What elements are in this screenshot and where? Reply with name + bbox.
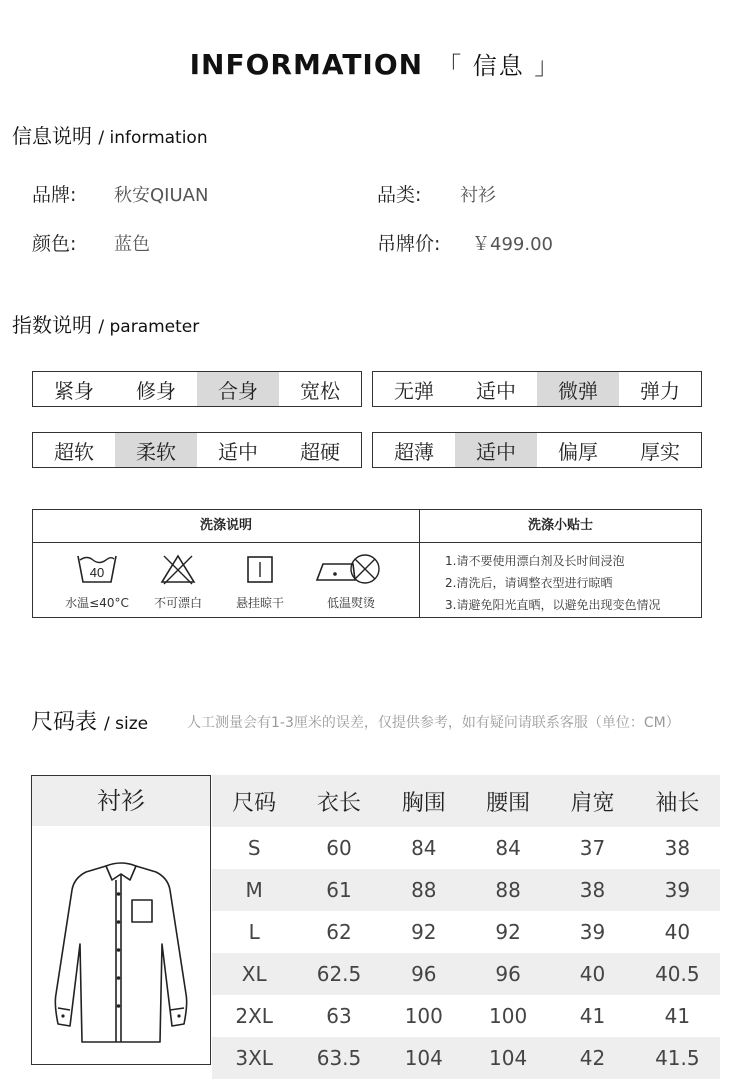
table-row — [212, 827, 720, 869]
wash-icon-label-0: 水温≤40°C — [65, 596, 129, 610]
table-cell: 3XL — [212, 1037, 296, 1079]
hang-dry-item — [225, 552, 295, 611]
info-section-title-cn: 信息说明 — [12, 124, 92, 148]
table-cell: XL — [212, 953, 296, 995]
fit-scale — [32, 371, 362, 407]
table-cell: S — [247, 836, 261, 860]
table-cell: 92 — [495, 920, 521, 944]
scale-option: 弹力 — [640, 378, 680, 403]
param-section-title-cn: 指数说明 — [12, 313, 92, 337]
table-cell: 63 — [326, 1004, 352, 1028]
hang-dry-icon — [240, 552, 280, 586]
table-cell: 37 — [579, 836, 606, 860]
scale-option: 适中 — [455, 433, 537, 467]
table-cell: 38 — [550, 869, 634, 911]
table-cell: 88 — [466, 869, 550, 911]
size-section-title — [31, 705, 148, 736]
table-cell: 40 — [550, 953, 634, 995]
table-row — [212, 911, 720, 953]
scale-option: 偏厚 — [558, 439, 598, 464]
scale-option: 超硬 — [300, 439, 340, 464]
no-bleach-icon — [158, 552, 198, 586]
param-section-subtitle: / parameter — [98, 317, 200, 337]
wash-tip-3: 3.请避免阳光直晒，以避免出现变色情况 — [445, 598, 661, 612]
table-cell: 100 — [404, 1004, 443, 1028]
size-note: 人工测量会有1-3厘米的误差，仅提供参考，如有疑问请联系客服（单位：CM） — [187, 715, 680, 731]
scale-option: 合身 — [197, 372, 279, 406]
header-waist: 腰围 — [466, 775, 550, 827]
header-chest: 胸围 — [382, 775, 466, 827]
table-cell: 84 — [495, 836, 521, 860]
table-cell: 40 — [664, 920, 691, 944]
scale-option: 宽松 — [300, 378, 340, 403]
shirt-illustration-box — [31, 775, 211, 1065]
low-iron-item — [315, 552, 387, 611]
size-table-header — [212, 775, 720, 827]
table-cell: 61 — [296, 869, 381, 911]
header-size: 尺码 — [212, 775, 296, 827]
table-cell: 41 — [664, 1004, 691, 1028]
scale-option: 柔软 — [115, 433, 197, 467]
page-title — [0, 46, 750, 81]
info-section-subtitle: / information — [98, 128, 208, 148]
table-cell: 104 — [466, 1037, 550, 1079]
table-row — [212, 869, 720, 911]
table-cell: 62 — [326, 920, 352, 944]
price-value: ￥499.00 — [472, 234, 553, 255]
table-cell: M — [212, 869, 296, 911]
param-section-title — [12, 309, 199, 338]
table-row — [212, 1037, 720, 1079]
wash-40-icon — [76, 552, 118, 586]
table-cell: 41 — [579, 1004, 606, 1028]
table-cell: 92 — [411, 920, 437, 944]
scale-option: 厚实 — [640, 439, 680, 464]
thickness-scale — [372, 432, 702, 468]
elasticity-scale — [372, 371, 702, 407]
size-section-title-cn: 尺码表 — [31, 710, 98, 735]
low-iron-icon — [315, 552, 387, 586]
table-row — [212, 953, 720, 995]
table-cell: 40.5 — [635, 953, 720, 995]
table-cell: 100 — [489, 1004, 528, 1028]
wash-title: 洗涤说明 — [33, 510, 419, 543]
no-bleach-item — [145, 552, 211, 611]
title-en: INFORMATION — [189, 48, 424, 81]
wash-40-item — [61, 552, 133, 611]
wash-icon-label-2: 悬挂晾干 — [235, 596, 284, 610]
scale-option: 超软 — [54, 439, 94, 464]
wash-tip-1: 1.请不要使用漂白剂及长时间浸泡 — [445, 554, 625, 568]
wash-icon-label-1: 不可漂白 — [153, 596, 202, 610]
wash-divider — [419, 510, 420, 617]
table-cell: 38 — [664, 836, 691, 860]
table-cell: 39 — [579, 920, 606, 944]
scale-option: 微弹 — [537, 372, 619, 406]
size-section-subtitle: / size — [104, 714, 149, 734]
table-cell: 96 — [466, 953, 550, 995]
table-row — [212, 995, 720, 1037]
table-cell: 62.5 — [296, 953, 381, 995]
header-length: 衣长 — [296, 775, 381, 827]
brand-value: 秋安QIUAN — [114, 185, 209, 206]
table-cell: 104 — [382, 1037, 466, 1079]
header-shoulder: 肩宽 — [550, 775, 634, 827]
table-cell: 2XL — [235, 1004, 273, 1028]
wash-tip-2: 2.清洗后，请调整衣型进行晾晒 — [445, 576, 613, 590]
table-cell: 96 — [382, 953, 466, 995]
table-cell: 88 — [382, 869, 466, 911]
scale-option: 适中 — [218, 439, 258, 464]
title-cn: 「 信息 」 — [437, 52, 561, 80]
wash-icon-label-3: 低温熨烫 — [326, 596, 375, 610]
brand-label: 品牌: — [32, 184, 77, 206]
scale-option: 超薄 — [394, 439, 434, 464]
table-cell: 42 — [550, 1037, 634, 1079]
header-sleeve: 袖长 — [635, 775, 720, 827]
table-cell: 60 — [326, 836, 352, 860]
scale-option: 无弹 — [394, 378, 434, 403]
info-section-title — [12, 120, 208, 149]
size-table — [212, 775, 720, 1079]
wash-temp: 40 — [89, 565, 105, 580]
shirt-icon — [46, 854, 196, 1054]
product-name: 衬衫 — [32, 776, 210, 826]
table-cell: 41.5 — [635, 1037, 720, 1079]
color-value: 蓝色 — [114, 234, 150, 255]
scale-option: 修身 — [136, 378, 176, 403]
scale-option: 紧身 — [54, 378, 94, 403]
price-label: 吊牌价: — [377, 233, 441, 255]
softness-scale — [32, 432, 362, 468]
color-label: 颜色: — [32, 233, 77, 255]
wash-instructions-table — [32, 509, 702, 618]
table-cell: L — [248, 920, 260, 944]
table-cell: 39 — [635, 869, 720, 911]
category-label: 品类: — [377, 184, 422, 206]
table-cell: 84 — [411, 836, 437, 860]
wash-tips-title: 洗涤小贴士 — [420, 510, 701, 543]
category-value: 衬衫 — [460, 185, 496, 206]
table-cell: 63.5 — [296, 1037, 381, 1079]
scale-option: 适中 — [476, 378, 516, 403]
